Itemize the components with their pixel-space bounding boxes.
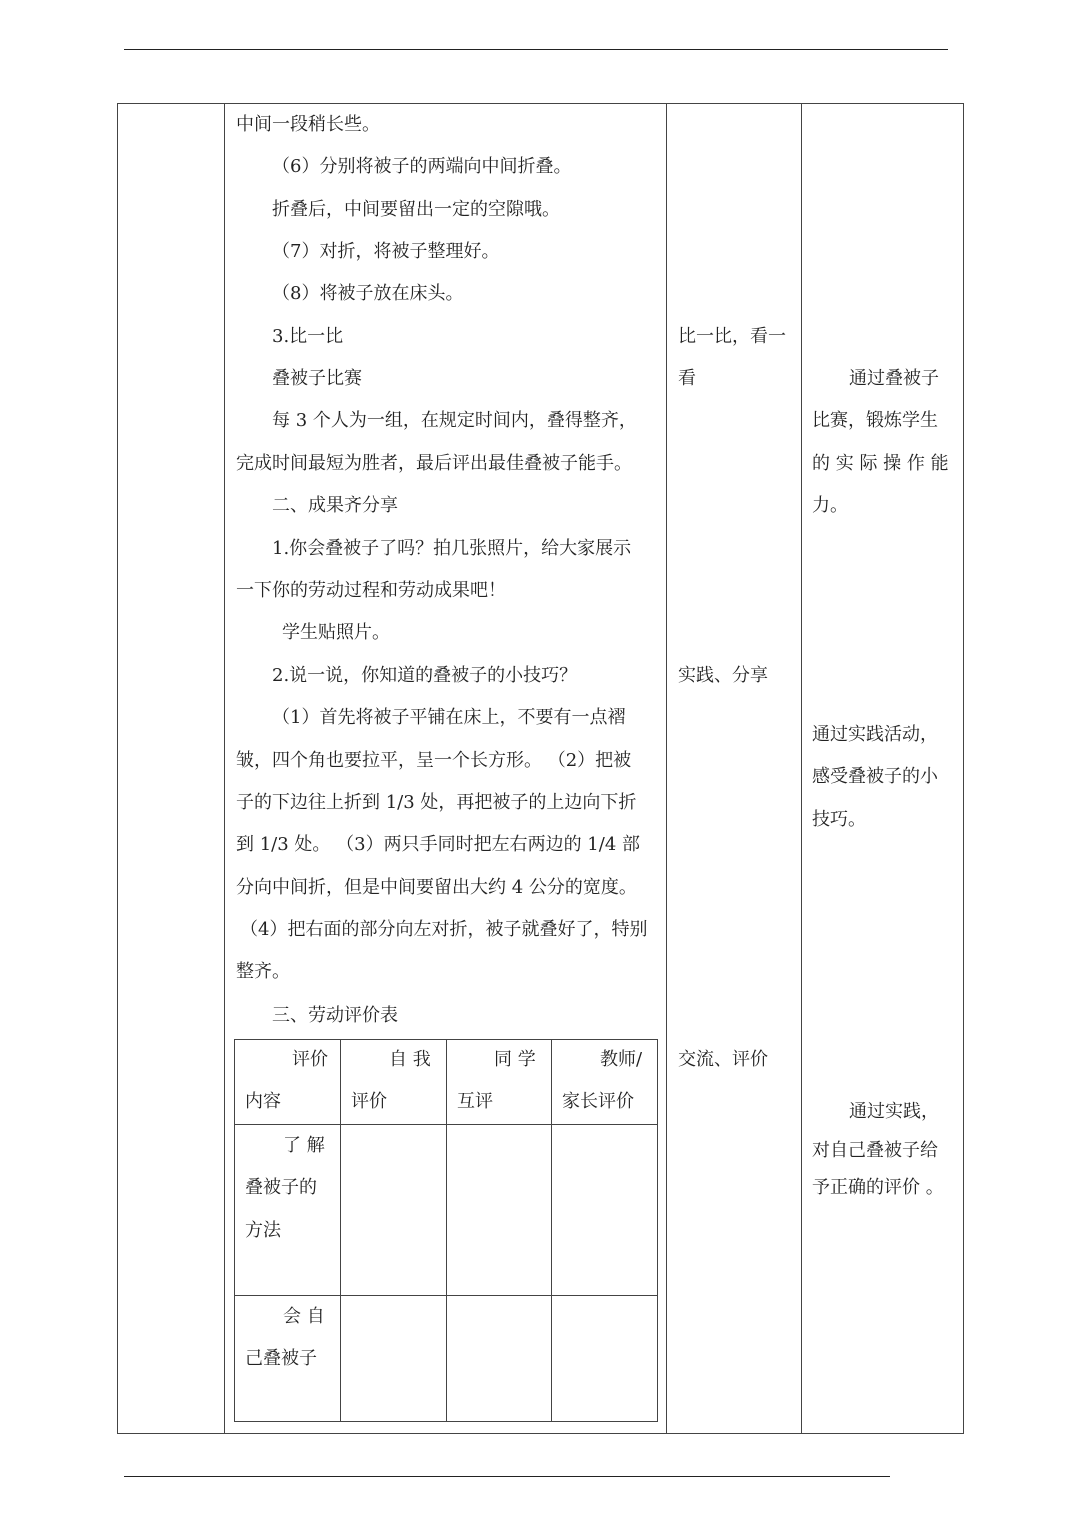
intent-line: 感受叠被子的小 (812, 766, 938, 787)
row-label: 己叠被子 (245, 1348, 317, 1369)
header-cell: 教师/ (600, 1049, 643, 1070)
activity-line: 比一比，看一 (678, 326, 786, 347)
intent-line: 通过叠被子 (849, 368, 939, 389)
row-label: 叠被子的 (245, 1177, 317, 1198)
header-cell: 同 学 (494, 1049, 536, 1070)
activity-line: 交流、评价 (678, 1049, 768, 1070)
column-divider-2 (666, 103, 667, 1434)
content-line: 皱，四个角也要拉平，呈一个长方形。 （2）把被 (236, 750, 632, 771)
content-line: （4）把右面的部分向左对折，被子就叠好了，特别 (240, 919, 648, 940)
header-cell: 内容 (245, 1091, 281, 1112)
content-line: 1.你会叠被子了吗？拍几张照片，给大家展示 (272, 538, 632, 559)
intent-line: 比赛，锻炼学生 (812, 410, 938, 431)
intent-line: 的 实 际 操 作 能 (812, 453, 949, 474)
section-heading: 二、成果齐分享 (272, 495, 398, 516)
intent-line: 力。 (812, 495, 848, 516)
row-label: 方法 (245, 1220, 281, 1241)
intent-line: 予正确的评价 。 (812, 1177, 944, 1198)
content-line: 完成时间最短为胜者，最后评出最佳叠被子能手。 (236, 453, 632, 474)
intent-line: 对自己叠被子给 (812, 1140, 938, 1161)
content-line: 叠被子比赛 (272, 368, 362, 389)
content-line: 2.说一说，你知道的叠被子的小技巧？ (272, 665, 578, 686)
section-heading: 三、劳动评价表 (272, 1005, 398, 1026)
activity-line: 看 (678, 368, 696, 389)
section-heading: 3.比一比 (272, 326, 344, 347)
table-rule (340, 1039, 341, 1422)
content-line: （8）将被子放在床头。 (272, 283, 464, 304)
content-line: 到 1/3 处。 （3）两只手同时把左右两边的 1/4 部 (236, 834, 640, 855)
content-line: 分向中间折，但是中间要留出大约 4 公分的宽度。 (236, 877, 637, 898)
intent-line: 技巧。 (812, 809, 866, 830)
content-line: 子的下边往上折到 1/3 处，再把被子的上边向下折 (236, 792, 637, 813)
row-label: 会 自 (283, 1306, 325, 1327)
column-divider-1 (224, 103, 225, 1434)
content-line: 学生贴照片。 (282, 622, 390, 643)
content-line: 折叠后，中间要留出一定的空隙哦。 (272, 199, 560, 220)
header-cell: 评价 (292, 1049, 328, 1070)
intent-line: 通过实践， (849, 1101, 939, 1122)
table-rule (446, 1039, 447, 1422)
row-label: 了 解 (283, 1135, 325, 1156)
content-line: 中间一段稍长些。 (236, 114, 380, 135)
content-line: 一下你的劳动过程和劳动成果吧！ (236, 580, 506, 601)
header-cell: 互评 (457, 1091, 493, 1112)
header-cell: 家长评价 (562, 1091, 634, 1112)
header-cell: 评价 (351, 1091, 387, 1112)
table-rule (551, 1039, 552, 1422)
activity-line: 实践、分享 (678, 665, 768, 686)
column-divider-3 (801, 103, 802, 1434)
content-line: （1）首先将被子平铺在床上，不要有一点褶 (272, 707, 626, 728)
intent-line: 通过实践活动， (812, 724, 938, 745)
content-line: 整齐。 (236, 961, 290, 982)
header-rule (124, 49, 948, 50)
content-line: 每 3 个人为一组，在规定时间内，叠得整齐， (272, 410, 637, 431)
header-cell: 自 我 (389, 1049, 431, 1070)
content-line: （7）对折，将被子整理好。 (272, 241, 500, 262)
footer-rule (124, 1476, 890, 1477)
content-line: （6）分别将被子的两端向中间折叠。 (272, 156, 572, 177)
